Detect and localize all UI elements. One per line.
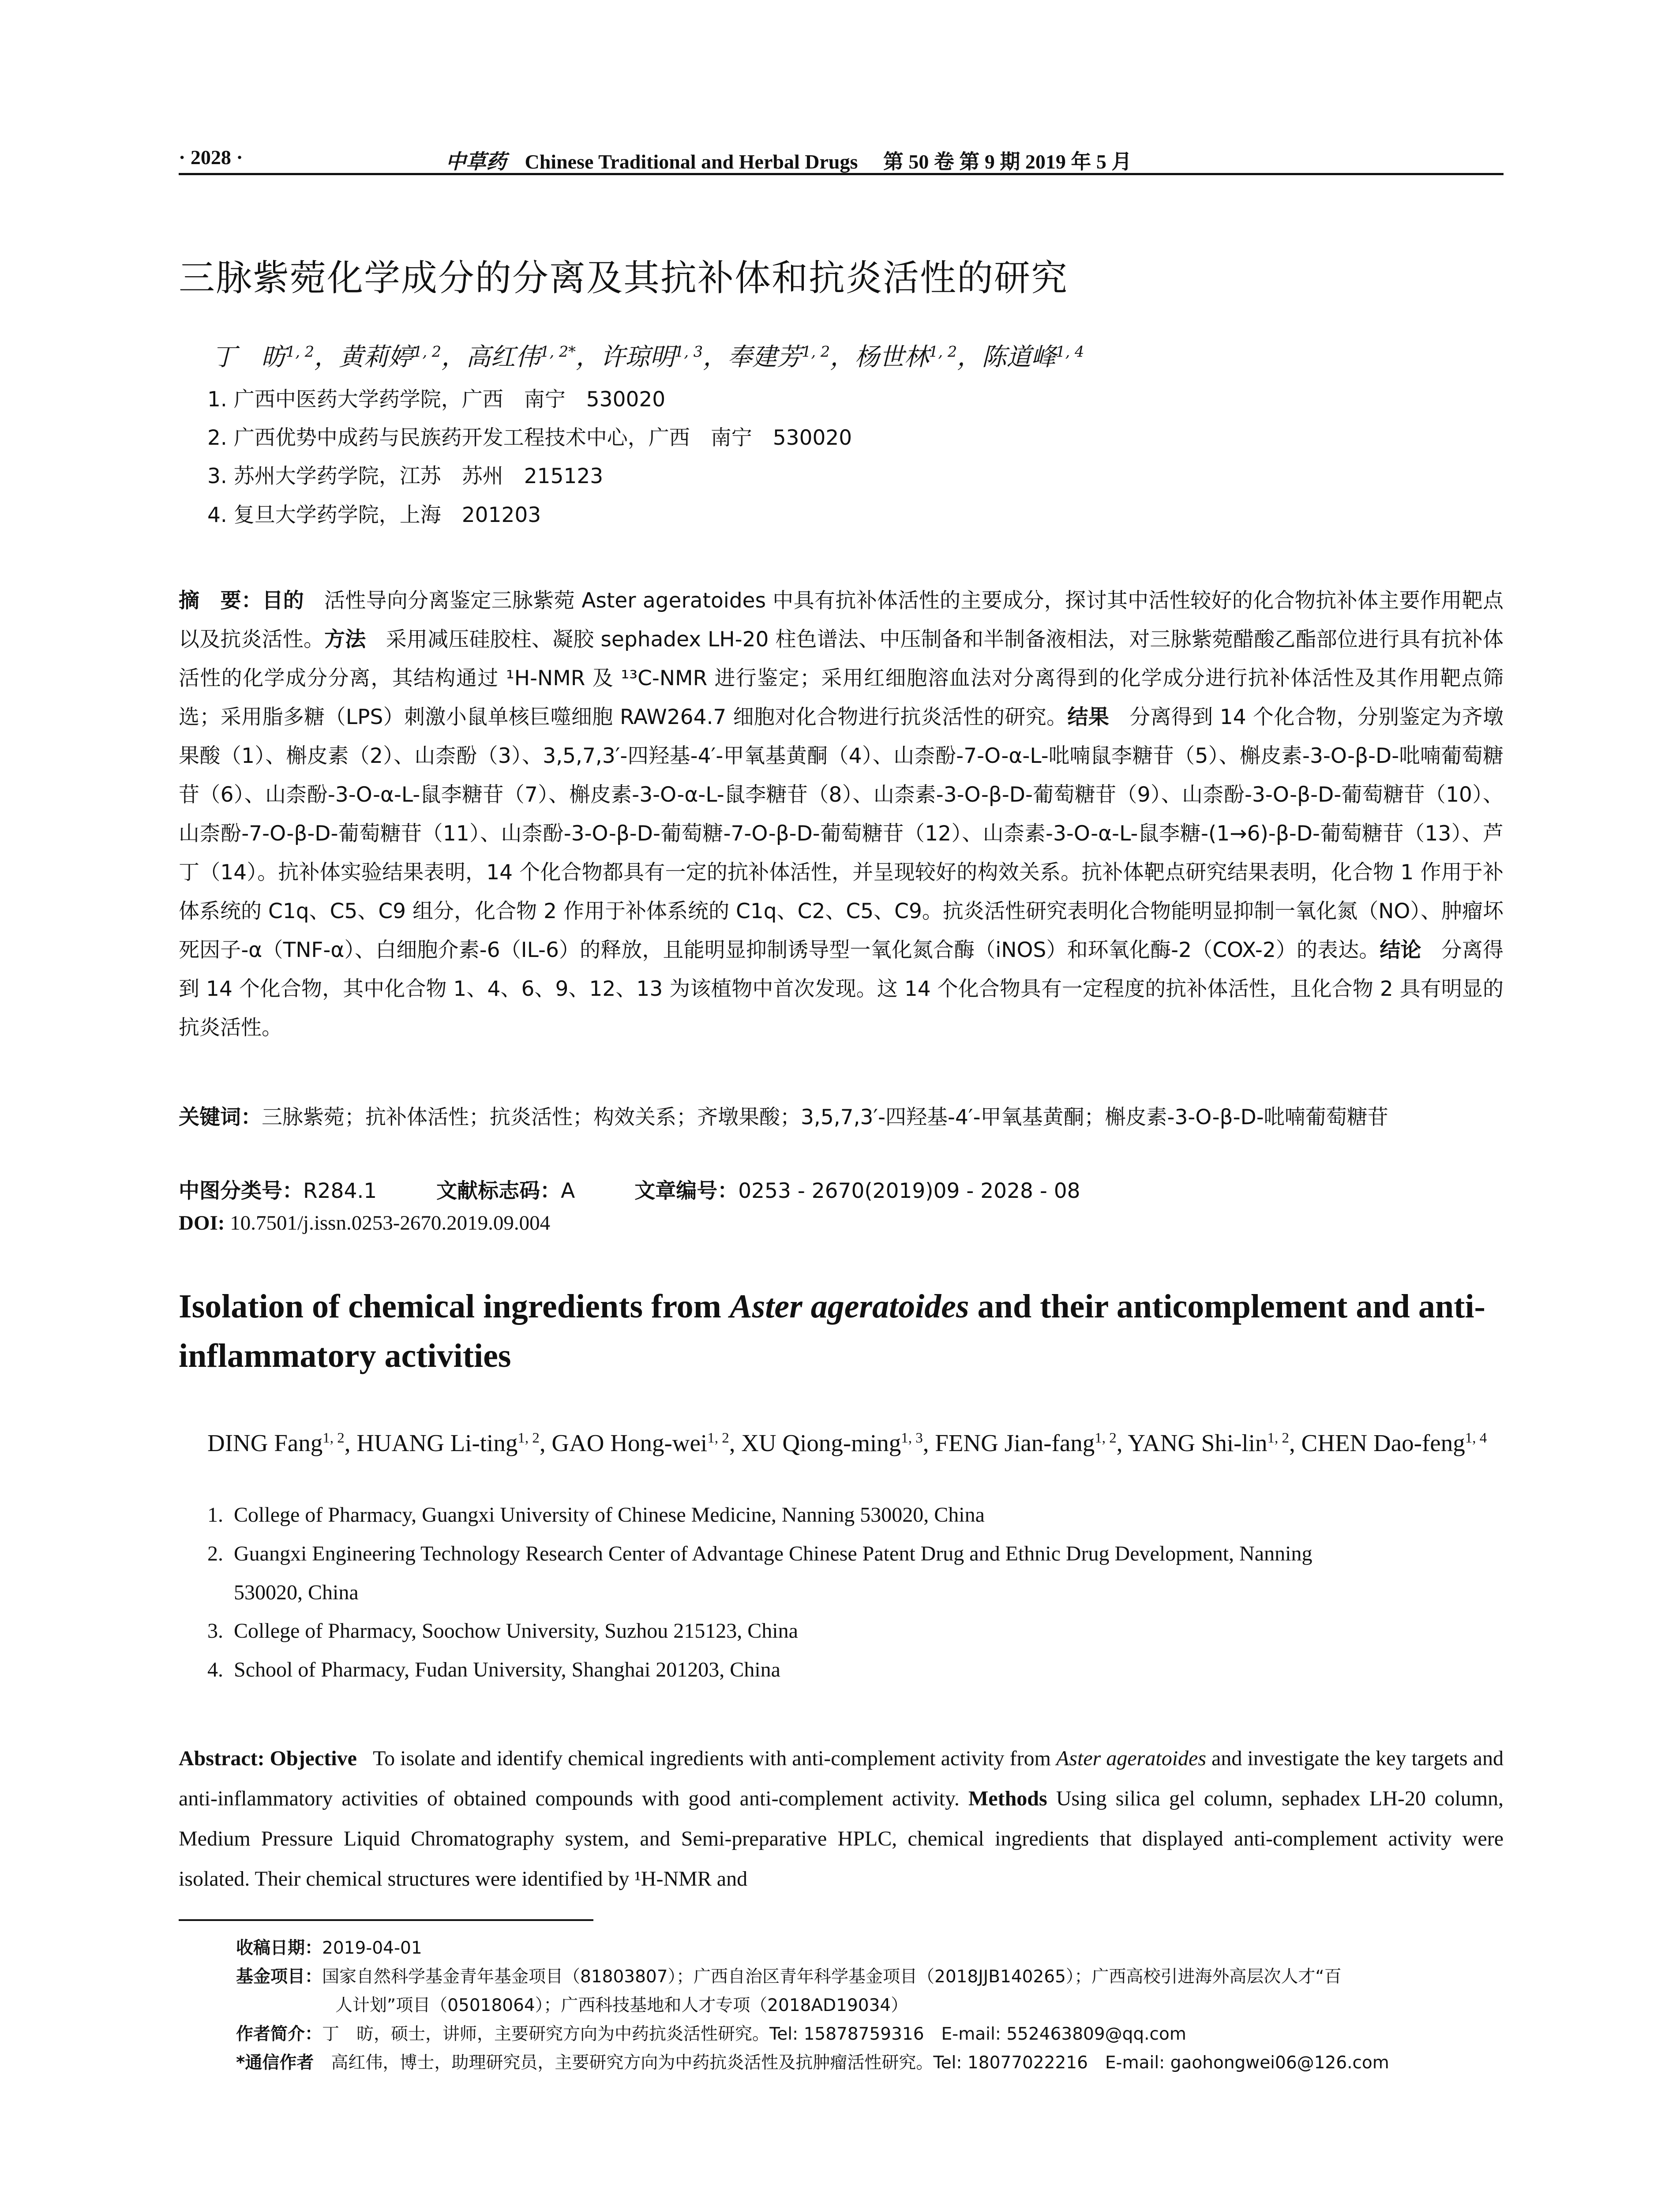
affiliation-en-2 <box>207 1534 1504 1612</box>
author: 奉建芳$^{1, 2}$ <box>728 343 830 371</box>
results-label: 结果 <box>1067 705 1110 729</box>
footnote-author-bio <box>236 2020 1504 2048</box>
title-cn: 三脉紫菀化学成分的分离及其抗补体和抗炎活性的研究 <box>179 257 1069 299</box>
keywords-cn <box>179 1099 1504 1137</box>
author: 许琼明$^{1, 3}$ <box>600 343 703 371</box>
affiliation-cn-3: 3. 苏州大学药学院，江苏 苏州 215123 <box>207 464 604 488</box>
authors-en: DING Fang$^{1, 2}$, HUANG Li-ting$^{1, 2}$, GAO Hong-wei$^{1, 2}$, XU Qiong-ming$^{1, 3}$, FENG Jian-fang$^{1, 2}$, YANG Shi-lin$^{1, 2}$, CHEN Dao-feng$^{1, 4}$ <box>207 1429 1487 1456</box>
journal-name-en: Chinese Traditional and Herbal Drugs <box>525 150 858 173</box>
methods-en-label: Methods <box>968 1787 1047 1810</box>
author-affiliation-marker: 1, 2 <box>929 343 957 360</box>
abstract-en-label: Abstract: Objective <box>179 1747 357 1770</box>
footnote-label: 作者简介： <box>236 2024 322 2044</box>
keywords-label: 关键词： <box>179 1105 262 1129</box>
objective-en-text: To isolate and identify chemical ingredients with anti-complement activity from <box>373 1747 1056 1770</box>
author: HUANG Li-ting$^{1, 2}$ <box>356 1429 540 1456</box>
footnote-corresponding <box>236 2048 1504 2077</box>
footnote-funding <box>236 1962 1504 2020</box>
keywords-text: 三脉紫菀；抗补体活性；抗炎活性；构效关系；齐墩果酸；3,5,7,3′-四羟基-4′-甲氧基黄酮；槲皮素-3-O-β-D-吡喃葡萄糖苷 <box>262 1105 1388 1129</box>
methods-en-text: Using silica gel column, sephadex LH-20 column, Medium Pressure Liquid Chromatography system, and Semi-preparative HPLC, chemical ingredients that displayed anti-complement activity were isolated. Their chemical structures were identified by ¹H-NMR and <box>179 1787 1504 1891</box>
abstract-cn <box>179 582 1504 1047</box>
clc-value: R284.1 <box>303 1179 377 1203</box>
methods-text: 采用减压硅胶柱、凝胶 sephadex LH-20 柱色谱法、中压制备和半制备液相法，对三脉紫菀醋酸乙酯部位进行具有抗补体活性的化学成分分离，其结构通过 ¹H-NMR 及 ¹³C-NMR 进行鉴定；采用红细胞溶血法对分离得到的化学成分进行抗补体活性及其作用靶点筛选；采用脂多糖（LPS）刺激小鼠单核巨噬细胞 RAW264.7 细胞对化合物进行抗炎活性的研究。 <box>179 627 1504 729</box>
aff-en-num: 3. <box>207 1619 223 1643</box>
objective-en-species: Aster ageratoides <box>1056 1747 1207 1770</box>
running-header <box>179 142 1504 175</box>
author: 黄莉婷$^{1, 2}$ <box>339 343 442 371</box>
aff-en-text: College of Pharmacy, Guangxi University of Chinese Medicine, Nanning 530020, China <box>234 1503 985 1527</box>
methods-label: 方法 <box>324 627 366 652</box>
footnotes <box>236 1934 1504 2077</box>
affiliation-cn-1: 1. 广西中医药大学药学院，广西 南宁 530020 <box>207 387 666 412</box>
objective-text: 活性导向分离鉴定三脉紫菀 Aster ageratoides 中具有抗补体活性的主要成分，探讨其中活性较好的化合物抗补体主要作用靶点以及抗炎活性。 <box>179 589 1504 652</box>
classification-line <box>179 1174 1133 1204</box>
journal-issue: 第 50 卷 第 9 期 2019 年 5 月 <box>883 150 1132 173</box>
results-text: 分离得到 14 个化合物，分别鉴定为齐墩果酸（1）、槲皮素（2）、山柰酚（3）、3,5,7,3′-四羟基-4′-甲氧基黄酮（4）、山柰酚-7-O-α-L-吡喃鼠李糖苷（5）、槲皮素-3-O-β-D-吡喃葡萄糖苷（6）、山柰酚-3-O-α-L-鼠李糖苷（7）、槲皮素-3-O-α-L-鼠李糖苷（8）、山柰素-3-O-β-D-葡萄糖苷（9）、山柰酚-3-O-β-D-葡萄糖苷（10）、山柰酚-7-O-β-D-葡萄糖苷（11）、山柰酚-3-O-β-D-葡萄糖-7-O-β-D-葡萄糖苷（12）、山柰素-3-O-α-L-鼠李糖-(1→6)-β-D-葡萄糖苷（13）、芦丁（14）。抗补体实验结果表明，14 个化合物都具有一定的抗补体活性，并呈现较好的构效关系。抗补体靶点研究结果表明，化合物 1 作用于补体系统的 C1q、C5、C9 组分，化合物 2 作用于补体系统的 C1q、C2、C5、C9。抗炎活性研究表明化合物能明显抑制一氧化氮（NO）、肿瘤坏死因子-α（TNF-α）、白细胞介素-6（IL-6）的释放，且能明显抑制诱导型一氧化氮合酶（iNOS）和环氧化酶-2（COX-2）的表达。 <box>179 705 1504 962</box>
title-en <box>179 1282 1504 1381</box>
doi-line <box>179 1211 550 1235</box>
title-en-part2: and their anticomplement and anti-inflammatory activities <box>179 1288 1485 1374</box>
objective-en-text-2: and investigate the key targets and anti-inflammatory activities of obtained compounds with good anti-complement activity. <box>179 1747 1504 1810</box>
footnote-text: 国家自然科学基金青年基金项目（81803807）；广西自治区青年科学基金项目（2018JJB140265）；广西高校引进海外高层次人才“百 <box>322 1967 1342 1987</box>
affiliation-cn-2: 2. 广西优势中成药与民族药开发工程技术中心，广西 南宁 530020 <box>207 426 852 450</box>
author-affiliation-marker: 1, 2 <box>286 343 315 360</box>
author-affiliation-marker: 1, 3 <box>675 343 703 360</box>
author: 陈道峰$^{1, 4}$ <box>982 343 1084 371</box>
author: GAO Hong-wei$^{1, 2}$ <box>551 1429 729 1456</box>
author: CHEN Dao-feng$^{1, 4}$ <box>1301 1429 1487 1456</box>
aff-en-num: 1. <box>207 1503 223 1527</box>
author-affiliation-marker: 1, 2 <box>707 1430 729 1446</box>
abstract-en <box>179 1738 1504 1899</box>
author-affiliation-marker: 1, 2* <box>540 343 576 360</box>
aff-en-text: Guangxi Engineering Technology Research Center of Advantage Chinese Patent Drug and Ethnic Drug Development, Nanning <box>234 1542 1312 1565</box>
author-affiliation-marker: 1, 2 <box>1267 1430 1290 1446</box>
footnote-text: 丁 昉，硕士，讲师，主要研究方向为中药抗炎活性研究。Tel: 15878759316 E-mail: 552463809@qq.com <box>322 2024 1186 2044</box>
affiliation-en-1 <box>207 1496 1504 1534</box>
author: XU Qiong-ming$^{1, 3}$ <box>741 1429 923 1456</box>
article-number-value: 0253 - 2670(2019)09 - 2028 - 08 <box>738 1179 1080 1203</box>
journal-line <box>446 146 1132 175</box>
author-affiliation-marker: 1, 3 <box>901 1430 923 1446</box>
article-number-label: 文章编号： <box>634 1179 739 1203</box>
doc-code-label: 文献标志码： <box>436 1179 561 1203</box>
footnote-label: 收稿日期： <box>236 1938 322 1958</box>
footnote-received <box>236 1934 1504 1962</box>
author: DING Fang$^{1, 2}$ <box>207 1429 345 1456</box>
doi-value[interactable]: 10.7501/j.issn.0253-2670.2019.09.004 <box>230 1212 551 1234</box>
objective-label: 目的 <box>262 589 304 613</box>
author-affiliation-marker: 1, 2 <box>413 343 442 360</box>
author: 杨世林$^{1, 2}$ <box>855 343 957 371</box>
abstract-cn-label: 摘 要： <box>179 589 262 613</box>
clc-label: 中图分类号： <box>179 1179 303 1203</box>
title-en-part1: Isolation of chemical ingredients from <box>179 1288 730 1325</box>
author: 高红伟$^{1, 2*}$ <box>466 343 576 371</box>
author-affiliation-marker: 1, 2 <box>322 1430 345 1446</box>
author: YANG Shi-lin$^{1, 2}$ <box>1128 1429 1290 1456</box>
doc-code-value: A <box>561 1179 575 1203</box>
affiliation-en-3 <box>207 1612 1504 1651</box>
aff-en-num: 4. <box>207 1658 223 1681</box>
footnote-text: 2019-04-01 <box>322 1938 422 1958</box>
footnote-label: *通信作者 <box>236 2053 314 2073</box>
conclusion-label: 结论 <box>1380 938 1421 962</box>
page-number: · 2028 · <box>179 146 243 169</box>
author-affiliation-marker: 1, 4 <box>1465 1430 1487 1446</box>
footnote-text: 高红伟，博士，助理研究员，主要研究方向为中药抗炎活性及抗肿瘤活性研究。Tel: 18077022216 E-mail: gaohongwei06@126.com <box>314 2053 1389 2073</box>
aff-en-num: 2. <box>207 1542 223 1565</box>
aff-en-text-cont: 530020, China <box>234 1581 359 1604</box>
authors-cn: 丁 昉$^{1, 2}$，黄莉婷$^{1, 2}$，高红伟$^{1, 2*}$，许琼明$^{1, 3}$，奉建芳$^{1, 2}$，杨世林$^{1, 2}$，陈道峰$^{1, 4}$ <box>212 343 1084 371</box>
author-affiliation-marker: 1, 2 <box>518 1430 540 1446</box>
footnote-label: 基金项目： <box>236 1967 322 1987</box>
author-affiliation-marker: 1, 2 <box>802 343 830 360</box>
footnote-text-cont: 人计划”项目（05018064）；广西科技基地和人才专项（2018AD19034） <box>335 1996 908 2015</box>
affiliation-en-4 <box>207 1651 1504 1689</box>
affiliation-cn-4: 4. 复旦大学药学院，上海 201203 <box>207 503 541 527</box>
author: FENG Jian-fang$^{1, 2}$ <box>935 1429 1117 1456</box>
title-en-species: Aster ageratoides <box>730 1288 969 1325</box>
aff-en-text: College of Pharmacy, Soochow University, Suzhou 215123, China <box>234 1619 798 1643</box>
author: 丁 昉$^{1, 2}$ <box>212 343 315 371</box>
conclusion-text: 分离得到 14 个化合物，其中化合物 1、4、6、9、12、13 为该植物中首次发现。这 14 个化合物具有一定程度的抗补体活性，且化合物 2 具有明显的抗炎活性。 <box>179 938 1504 1040</box>
author-affiliation-marker: 1, 4 <box>1056 343 1084 360</box>
aff-en-text: School of Pharmacy, Fudan University, Shanghai 201203, China <box>234 1658 780 1681</box>
footnote-rule <box>179 1919 593 1921</box>
journal-name-cn: 中草药 <box>446 150 506 173</box>
author-affiliation-marker: 1, 2 <box>1095 1430 1117 1446</box>
doi-label: DOI: <box>179 1212 225 1234</box>
